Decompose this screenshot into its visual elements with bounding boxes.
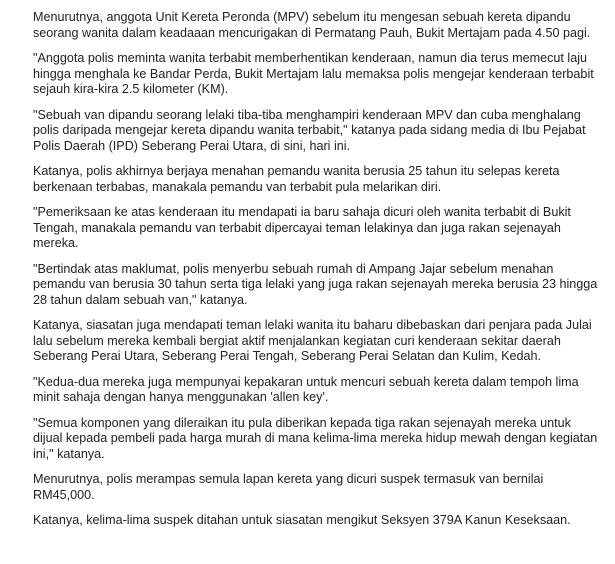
article-paragraph: "Anggota polis meminta wanita terbabit memberhentikan kenderaan, namun dia terus memecut laju hingga menghala ke Bandar Perda, Bukit Mertajam lalu memaksa polis mengejar kenderaan terbabit sejauh kira-kira 2.5 kilometer (KM). bbox=[33, 51, 594, 96]
article-paragraph: "Sebuah van dipandu seorang lelaki tiba-tiba menghampiri kenderaan MPV dan cuba menghalang polis daripada mengejar kereta dipandu wanita terbabit," katanya pada sidang media di Ibu Pejabat Polis Daerah (IPD) Seberang Perai Utara, di sini, hari ini. bbox=[33, 107, 586, 153]
article-paragraph: Katanya, kelima-lima suspek ditahan untuk siasatan mengikut Seksyen 379A Kanun Keseksaan. bbox=[33, 513, 571, 527]
article-body bbox=[33, 10, 598, 539]
article-paragraph: Katanya, polis akhirnya berjaya menahan pemandu wanita berusia 25 tahun itu selepas kereta berkenaan terbabas, manakala pemandu van terbabit pula melarikan diri. bbox=[33, 164, 560, 194]
article-paragraph: "Semua komponen yang dileraikan itu pula diberikan kepada tiga rakan sejenayah mereka untuk dijual kepada pembeli pada harga murah di mana kelima-lima mereka hidup mewah dengan kegiatan ini," katanya. bbox=[33, 415, 598, 461]
article-paragraph: Menurutnya, polis merampas semula lapan kereta yang dicuri suspek termasuk van bernilai RM45,000. bbox=[33, 472, 544, 502]
article-paragraph: "Pemeriksaan ke atas kenderaan itu mendapati ia baru sahaja dicuri oleh wanita terbabit di Bukit Tengah, manakala pemandu van terbabit dipercayai teman lelakinya dan juga rakan sejenayah mereka. bbox=[33, 205, 571, 250]
article-paragraph: "Bertindak atas maklumat, polis menyerbu sebuah rumah di Ampang Jajar sebelum menahan pemandu van berusia 30 tahun serta tiga lelaki yang juga rakan sejenayah mereka berusia 23 hingga 28 tahun dalam sebuah van," katanya. bbox=[33, 261, 598, 307]
article-paragraph: "Kedua-dua mereka juga mempunyai kepakaran untuk mencuri sebuah kereta dalam tempoh lima minit sahaja dengan hanya menggunakan 'allen key'. bbox=[33, 374, 579, 404]
article-paragraph: Katanya, siasatan juga mendapati teman lelaki wanita itu baharu dibebaskan dari penjara pada Julai lalu sebelum mereka kembali bergiat aktif menjalankan kegiatan curi kenderaan sekitar daerah Seberang Perai Utara, Seberang Perai Tengah, Seberang Perai Selatan dan Kulim, Kedah. bbox=[33, 318, 592, 363]
article-paragraph: Menurutnya, anggota Unit Kereta Peronda (MPV) sebelum itu mengesan sebuah kereta dipandu seorang wanita dalam keadaaan mencurigakan di Permatang Pauh, Bukit Mertajam pada 4.50 pagi. bbox=[33, 10, 591, 40]
